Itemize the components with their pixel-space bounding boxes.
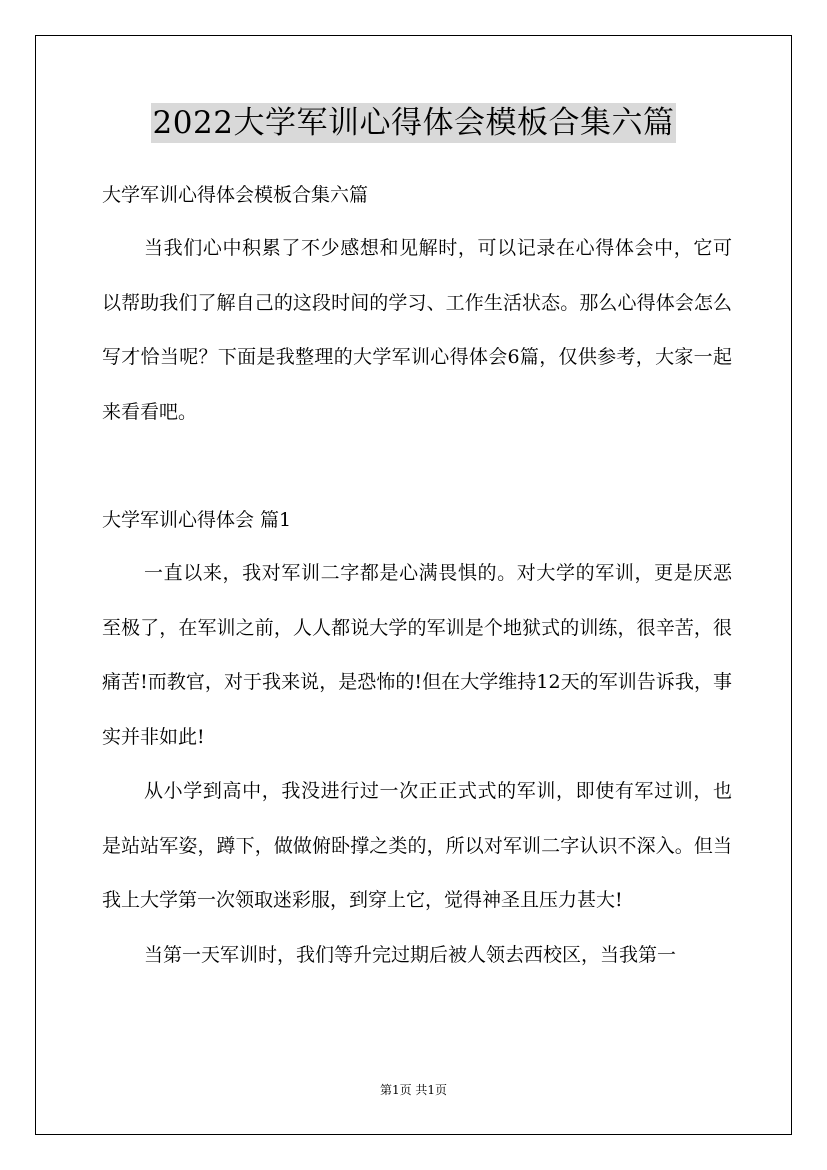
intro-section [102, 221, 732, 439]
title-container [0, 103, 827, 143]
section-heading: 大学军训心得体会 篇1 [102, 509, 292, 531]
body-paragraph: 当第一天军训时，我们等升完过期后被人领去西校区，当我第一 [144, 943, 677, 966]
page-footer: 第1页 共1页 [379, 1083, 448, 1097]
intro-paragraph: 当我们心中积累了不少感想和见解时，可以记录在心得体会中，它可以帮助我们了解自己的这段时间的学习、工作生活状态。那么心得体会怎么写才恰当呢？下面是我整理的大学军训心得体会6篇，仅供参考，大家一起来看看吧。 [102, 237, 732, 423]
document-title: 2022大学军训心得体会模板合集六篇 [152, 105, 675, 141]
body-paragraph: 一直以来，我对军训二字都是心满畏惧的。对大学的军训，更是厌恶至极了，在军训之前，人人都说大学的军训是个地狱式的训练，很辛苦，很痛苦!而教官，对于我来说，是恐怖的!但在大学维持12天的军训告诉我，事实并非如此! [102, 562, 732, 748]
body-paragraph: 从小学到高中，我没进行过一次正正式式的军训，即使有军过训，也是站站军姿，蹲下，做做俯卧撑之类的，所以对军训二字认识不深入。但当我上大学第一次领取迷彩服，到穿上它，觉得神圣且压力甚大! [102, 780, 732, 911]
document-subtitle: 大学军训心得体会模板合集六篇 [102, 184, 369, 206]
body-section [102, 546, 732, 982]
